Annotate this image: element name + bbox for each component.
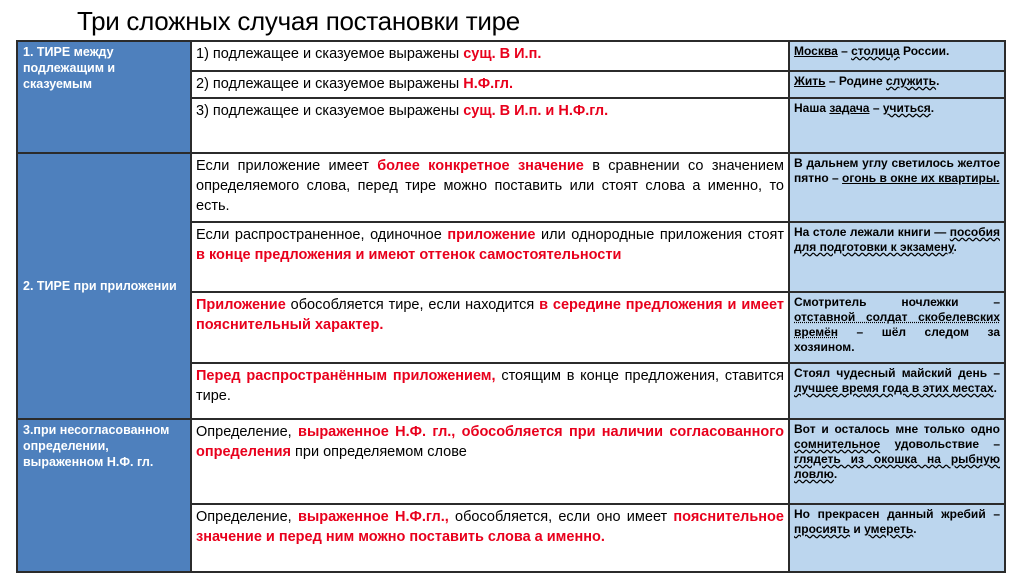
example-predicate: столица xyxy=(851,44,900,58)
example-cell-5 xyxy=(789,222,1005,292)
example-cell-3 xyxy=(789,98,1005,153)
rule-cell-8 xyxy=(191,419,789,504)
example-text: России. xyxy=(899,44,950,58)
example-infinitive: просиять xyxy=(794,522,851,536)
example-text: и xyxy=(850,522,865,536)
rule-highlight: выраженное Н.Ф.гл., xyxy=(297,509,449,525)
rule-cell-2 xyxy=(191,71,789,98)
example-cell-1 xyxy=(789,41,1005,71)
example-text: удовольствие – xyxy=(880,437,1000,451)
rule-text: Определение, xyxy=(196,509,298,525)
example-text: Но прекрасен данный жребий – xyxy=(794,507,1000,521)
example-appositive: огонь в окне их квартиры. xyxy=(842,171,1000,185)
example-text: В дальнем углу светилось желтое пятно – xyxy=(794,156,1000,185)
page-title: Три сложных случая постановки тире xyxy=(77,6,520,36)
example-appositive: пособия для подготовки к экзамену xyxy=(794,225,1000,254)
rule-text: 1) подлежащее и сказуемое выражены xyxy=(196,46,464,62)
example-text: . xyxy=(833,467,838,481)
rule-cell-7 xyxy=(191,363,789,419)
rule-highlight: сущ. В И.п. и Н.Ф.гл. xyxy=(463,103,609,119)
section-3-cell xyxy=(17,419,191,572)
rule-highlight: Н.Ф.гл. xyxy=(463,76,514,92)
example-subject: задача xyxy=(829,101,870,115)
table-row xyxy=(17,153,1005,222)
example-text: . xyxy=(993,381,997,395)
table-row xyxy=(17,41,1005,71)
example-text: . xyxy=(936,74,940,88)
example-text: . xyxy=(913,522,917,536)
rule-highlight: Приложение xyxy=(196,297,286,313)
example-text: На столе лежали книги — xyxy=(794,225,950,239)
rule-text: или однородные приложения стоят xyxy=(535,227,784,243)
rule-text: стоящим в конце предложения, ставится тире. xyxy=(196,368,784,404)
example-predicate: учиться xyxy=(882,101,931,115)
rule-highlight: сущ. В И.п. xyxy=(463,46,542,62)
rules-table xyxy=(16,40,1006,573)
example-appositive: лучшее время года в этих местах xyxy=(794,381,994,395)
rule-highlight: приложение xyxy=(447,227,536,243)
example-infinitive: глядеть из окошка на рыбную ловлю xyxy=(794,452,1000,481)
rule-cell-9 xyxy=(191,504,789,572)
example-infinitive: умереть xyxy=(864,522,914,536)
section-3-label: 3.при несогласованном определении, выраженном Н.Ф. гл. xyxy=(23,423,170,469)
rule-text: Если распространенное, одиночное xyxy=(196,227,448,243)
rule-text: 2) подлежащее и сказуемое выражены xyxy=(196,76,464,92)
example-text: . xyxy=(953,240,957,254)
rule-cell-3 xyxy=(191,98,789,153)
example-cell-2 xyxy=(789,71,1005,98)
section-2-label: 2. ТИРЕ при приложении xyxy=(23,279,177,293)
section-1-cell xyxy=(17,41,191,153)
example-text: – Родине xyxy=(825,74,886,88)
rule-highlight: в конце предложения и имеют оттенок самостоятельности xyxy=(196,247,622,263)
example-cell-4 xyxy=(789,153,1005,222)
rule-text: при определяемом слове xyxy=(291,444,467,460)
rule-text: 3) подлежащее и сказуемое выражены xyxy=(196,103,464,119)
example-text: . xyxy=(930,101,935,115)
rule-text: обособляется тире, если находится xyxy=(285,297,540,313)
rule-cell-5 xyxy=(191,222,789,292)
example-attribute: сомнительное xyxy=(794,437,881,451)
rule-highlight: пояснительное значение и перед ним можно поставить слова а именно. xyxy=(196,509,784,545)
example-text: – шёл следом за хозяином. xyxy=(794,325,1000,354)
rule-cell-1 xyxy=(191,41,789,71)
example-text: Наша xyxy=(794,101,830,115)
rule-highlight: более конкретное значение xyxy=(377,158,584,174)
example-cell-9 xyxy=(789,504,1005,572)
rule-cell-4 xyxy=(191,153,789,222)
rule-text: Определение, xyxy=(196,424,299,440)
example-cell-6 xyxy=(789,292,1005,363)
example-text: – xyxy=(837,44,852,58)
example-subject: Москва xyxy=(794,44,838,58)
rule-text: в сравнении со значением определяемого слова, перед тире можно поставить или стоят слова а именно, то есть. xyxy=(196,158,784,214)
section-1-label: 1. ТИРЕ между подлежащим и сказуемым xyxy=(23,45,116,91)
example-text: Смотритель ночлежки – xyxy=(794,295,1000,309)
example-appositive: отставной солдат скобелевских времён xyxy=(794,310,1000,339)
rule-highlight: выраженное Н.Ф. гл., обособляется при наличии согласованного определения xyxy=(196,424,784,460)
table-row xyxy=(17,419,1005,504)
example-predicate: служить xyxy=(885,74,937,88)
rule-text: обособляется, если оно имеет xyxy=(448,509,674,525)
rule-highlight: Перед распространённым приложением, xyxy=(196,368,496,384)
example-text: Стоял чудесный майский день – xyxy=(794,366,1000,380)
example-cell-8 xyxy=(789,419,1005,504)
example-text: Вот и осталось мне только одно xyxy=(794,422,1000,436)
rule-cell-6 xyxy=(191,292,789,363)
example-text: – xyxy=(869,101,883,115)
rule-highlight: в середине предложения и имеет пояснительный характер. xyxy=(196,297,785,333)
example-subject: Жить xyxy=(794,74,826,88)
section-2-cell xyxy=(17,153,191,419)
rule-text: Если приложение имеет xyxy=(196,158,378,174)
example-cell-7 xyxy=(789,363,1005,419)
